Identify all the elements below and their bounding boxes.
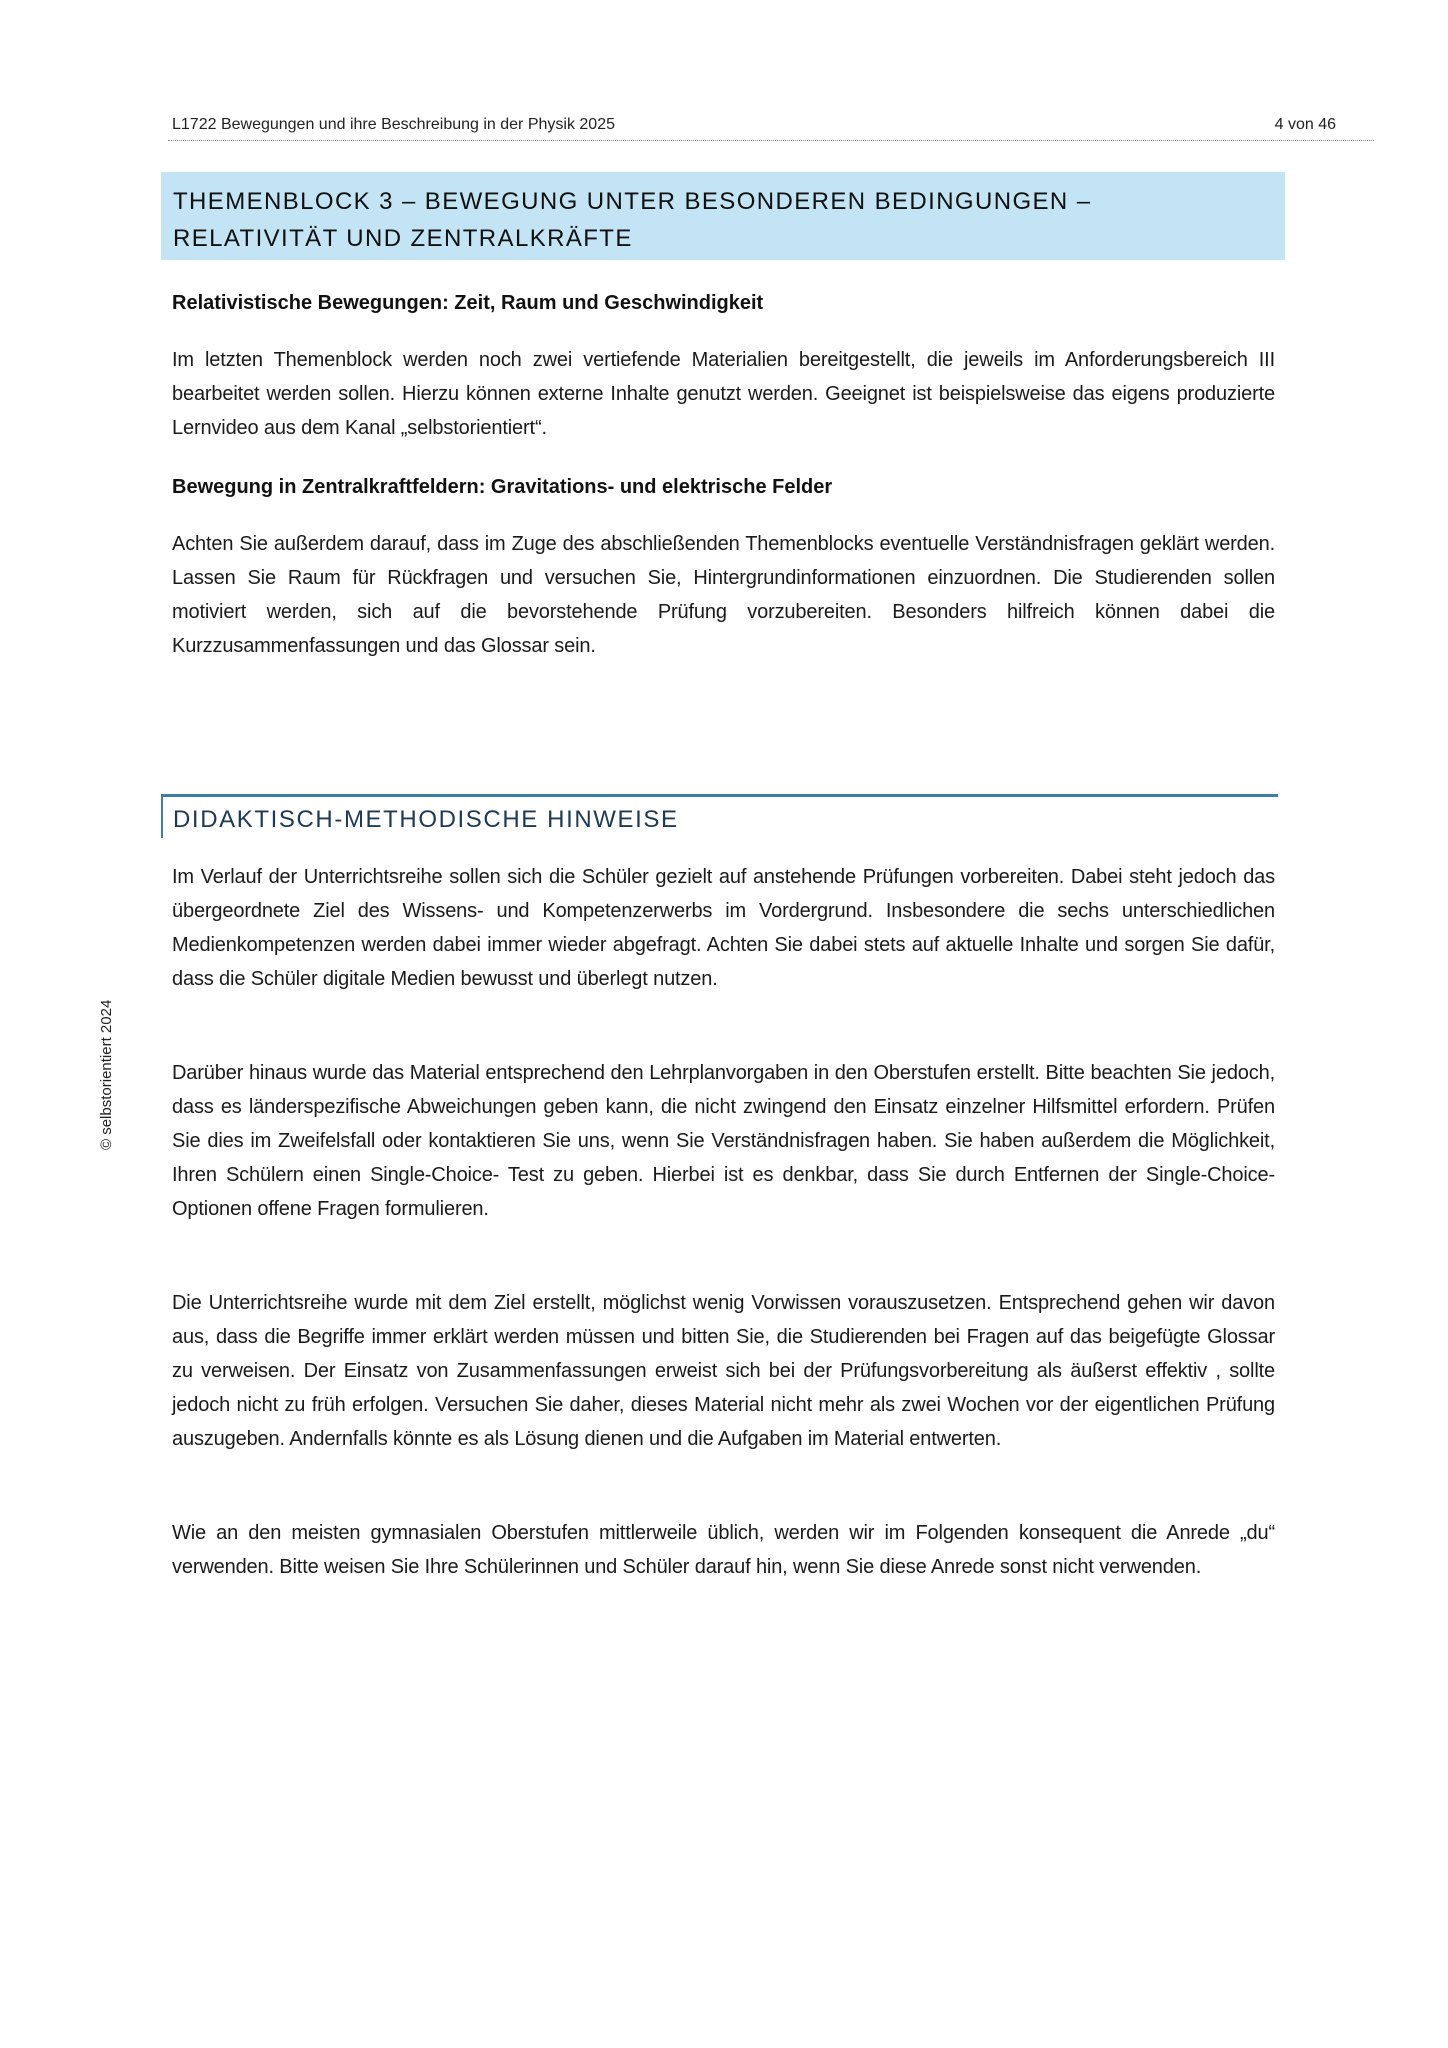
section-heading: Bewegung in Zentralkraftfeldern: Gravitations- und elektrische Felder xyxy=(172,476,833,498)
didaktik-heading-box xyxy=(161,794,1278,838)
paragraph: Achten Sie außerdem darauf, dass im Zuge des abschließenden Themenblocks eventuelle Verständnisfragen geklärt werden. Lassen Sie Raum für Rückfragen und versuchen Sie, Hintergrundinformationen einzuordnen. Die Studierenden sollen motiviert werden, sich auf die bevorstehende Prüfung vorzubereiten. Besonders hilfreich können dabei die Kurzzusammenfassungen und das Glossar sein. xyxy=(172,533,1275,657)
paragraph: Wie an den meisten gymnasialen Oberstufen mittlerweile üblich, werden wir im Folgenden konsequent die Anrede „du“ verwenden. Bitte weisen Sie Ihre Schülerinnen und Schüler darauf hin, wenn Sie diese Anrede sonst nicht verwenden. xyxy=(172,1522,1275,1578)
didaktik-heading: DIDAKTISCH-METHODISCHE HINWEISE xyxy=(173,806,679,833)
themenblock-banner xyxy=(161,172,1285,260)
themenblock-title-line-2: RELATIVITÄT UND ZENTRALKRÄFTE xyxy=(173,225,633,252)
section-heading: Relativistische Bewegungen: Zeit, Raum und Geschwindigkeit xyxy=(172,292,764,314)
paragraph: Die Unterrichtsreihe wurde mit dem Ziel erstellt, möglichst wenig Vorwissen vorauszusetzen. Entsprechend gehen wir davon aus, dass die Begriffe immer erklärt werden müssen und bitten Sie, die Studierenden bei Fragen auf das beigefügte Glossar zu verweisen. Der Einsatz von Zusammenfassungen erweist sich bei der Prüfungsvorbereitung als äußerst effektiv , sollte jedoch nicht zu früh erfolgen. Versuchen Sie daher, dieses Material nicht mehr als zwei Wochen vor der eigentlichen Prüfung auszugeben. Andernfalls könnte es als Lösung dienen und die Aufgaben im Material entwerten. xyxy=(172,1292,1275,1450)
paragraph: Darüber hinaus wurde das Material entsprechend den Lehrplanvorgaben in den Oberstufen erstellt. Bitte beachten Sie jedoch, dass es länderspezifische Abweichungen geben kann, die nicht zwingend den Einsatz einzelner Hilfsmittel erfordern. Prüfen Sie dies im Zweifelsfall oder kontaktieren Sie uns, wenn Sie Verständnisfragen haben. Sie haben außerdem die Möglichkeit, Ihren Schülern einen Single-Choice- Test zu geben. Hierbei ist es denkbar, dass Sie durch Entfernen der Single-Choice-Optionen offene Fragen formulieren. xyxy=(172,1062,1275,1220)
section-central-force-body xyxy=(172,527,1275,663)
section-relativistic-body xyxy=(172,343,1275,445)
section-relativistic xyxy=(172,290,1275,316)
page-number: 4 von 46 xyxy=(1274,116,1336,133)
section-central-force xyxy=(172,474,1275,500)
paragraph: Im Verlauf der Unterrichtsreihe sollen sich die Schüler gezielt auf anstehende Prüfungen vorbereiten. Dabei steht jedoch das übergeordnete Ziel des Wissens- und Kompetenzerwerbs im Vordergrund. Insbesondere die sechs unterschiedlichen Medienkompetenzen werden dabei immer wieder abgefragt. Achten Sie dabei stets auf aktuelle Inhalte und sorgen Sie dafür, dass die Schüler digitale Medien bewusst und überlegt nutzen. xyxy=(172,866,1275,990)
didaktik-paragraph-1 xyxy=(172,860,1275,996)
paragraph: Im letzten Themenblock werden noch zwei vertiefende Materialien bereitgestellt, die jeweils im Anforderungsbereich III bearbeitet werden sollen. Hierzu können externe Inhalte genutzt werden. Geeignet ist beispielsweise das eigens produzierte Lernvideo aus dem Kanal „selbstorientiert“. xyxy=(172,349,1275,439)
didaktik-paragraph-3 xyxy=(172,1286,1275,1456)
didaktik-paragraph-4 xyxy=(172,1516,1275,1584)
running-header xyxy=(168,114,1374,141)
themenblock-title-line-1: THEMENBLOCK 3 – BEWEGUNG UNTER BESONDEREN BEDINGUNGEN – xyxy=(173,188,1092,215)
copyright-notice: © selbstorientiert 2024 xyxy=(98,999,115,1150)
didaktik-paragraph-2 xyxy=(172,1056,1275,1226)
document-title: L1722 Bewegungen und ihre Beschreibung in der Physik 2025 xyxy=(172,116,615,133)
